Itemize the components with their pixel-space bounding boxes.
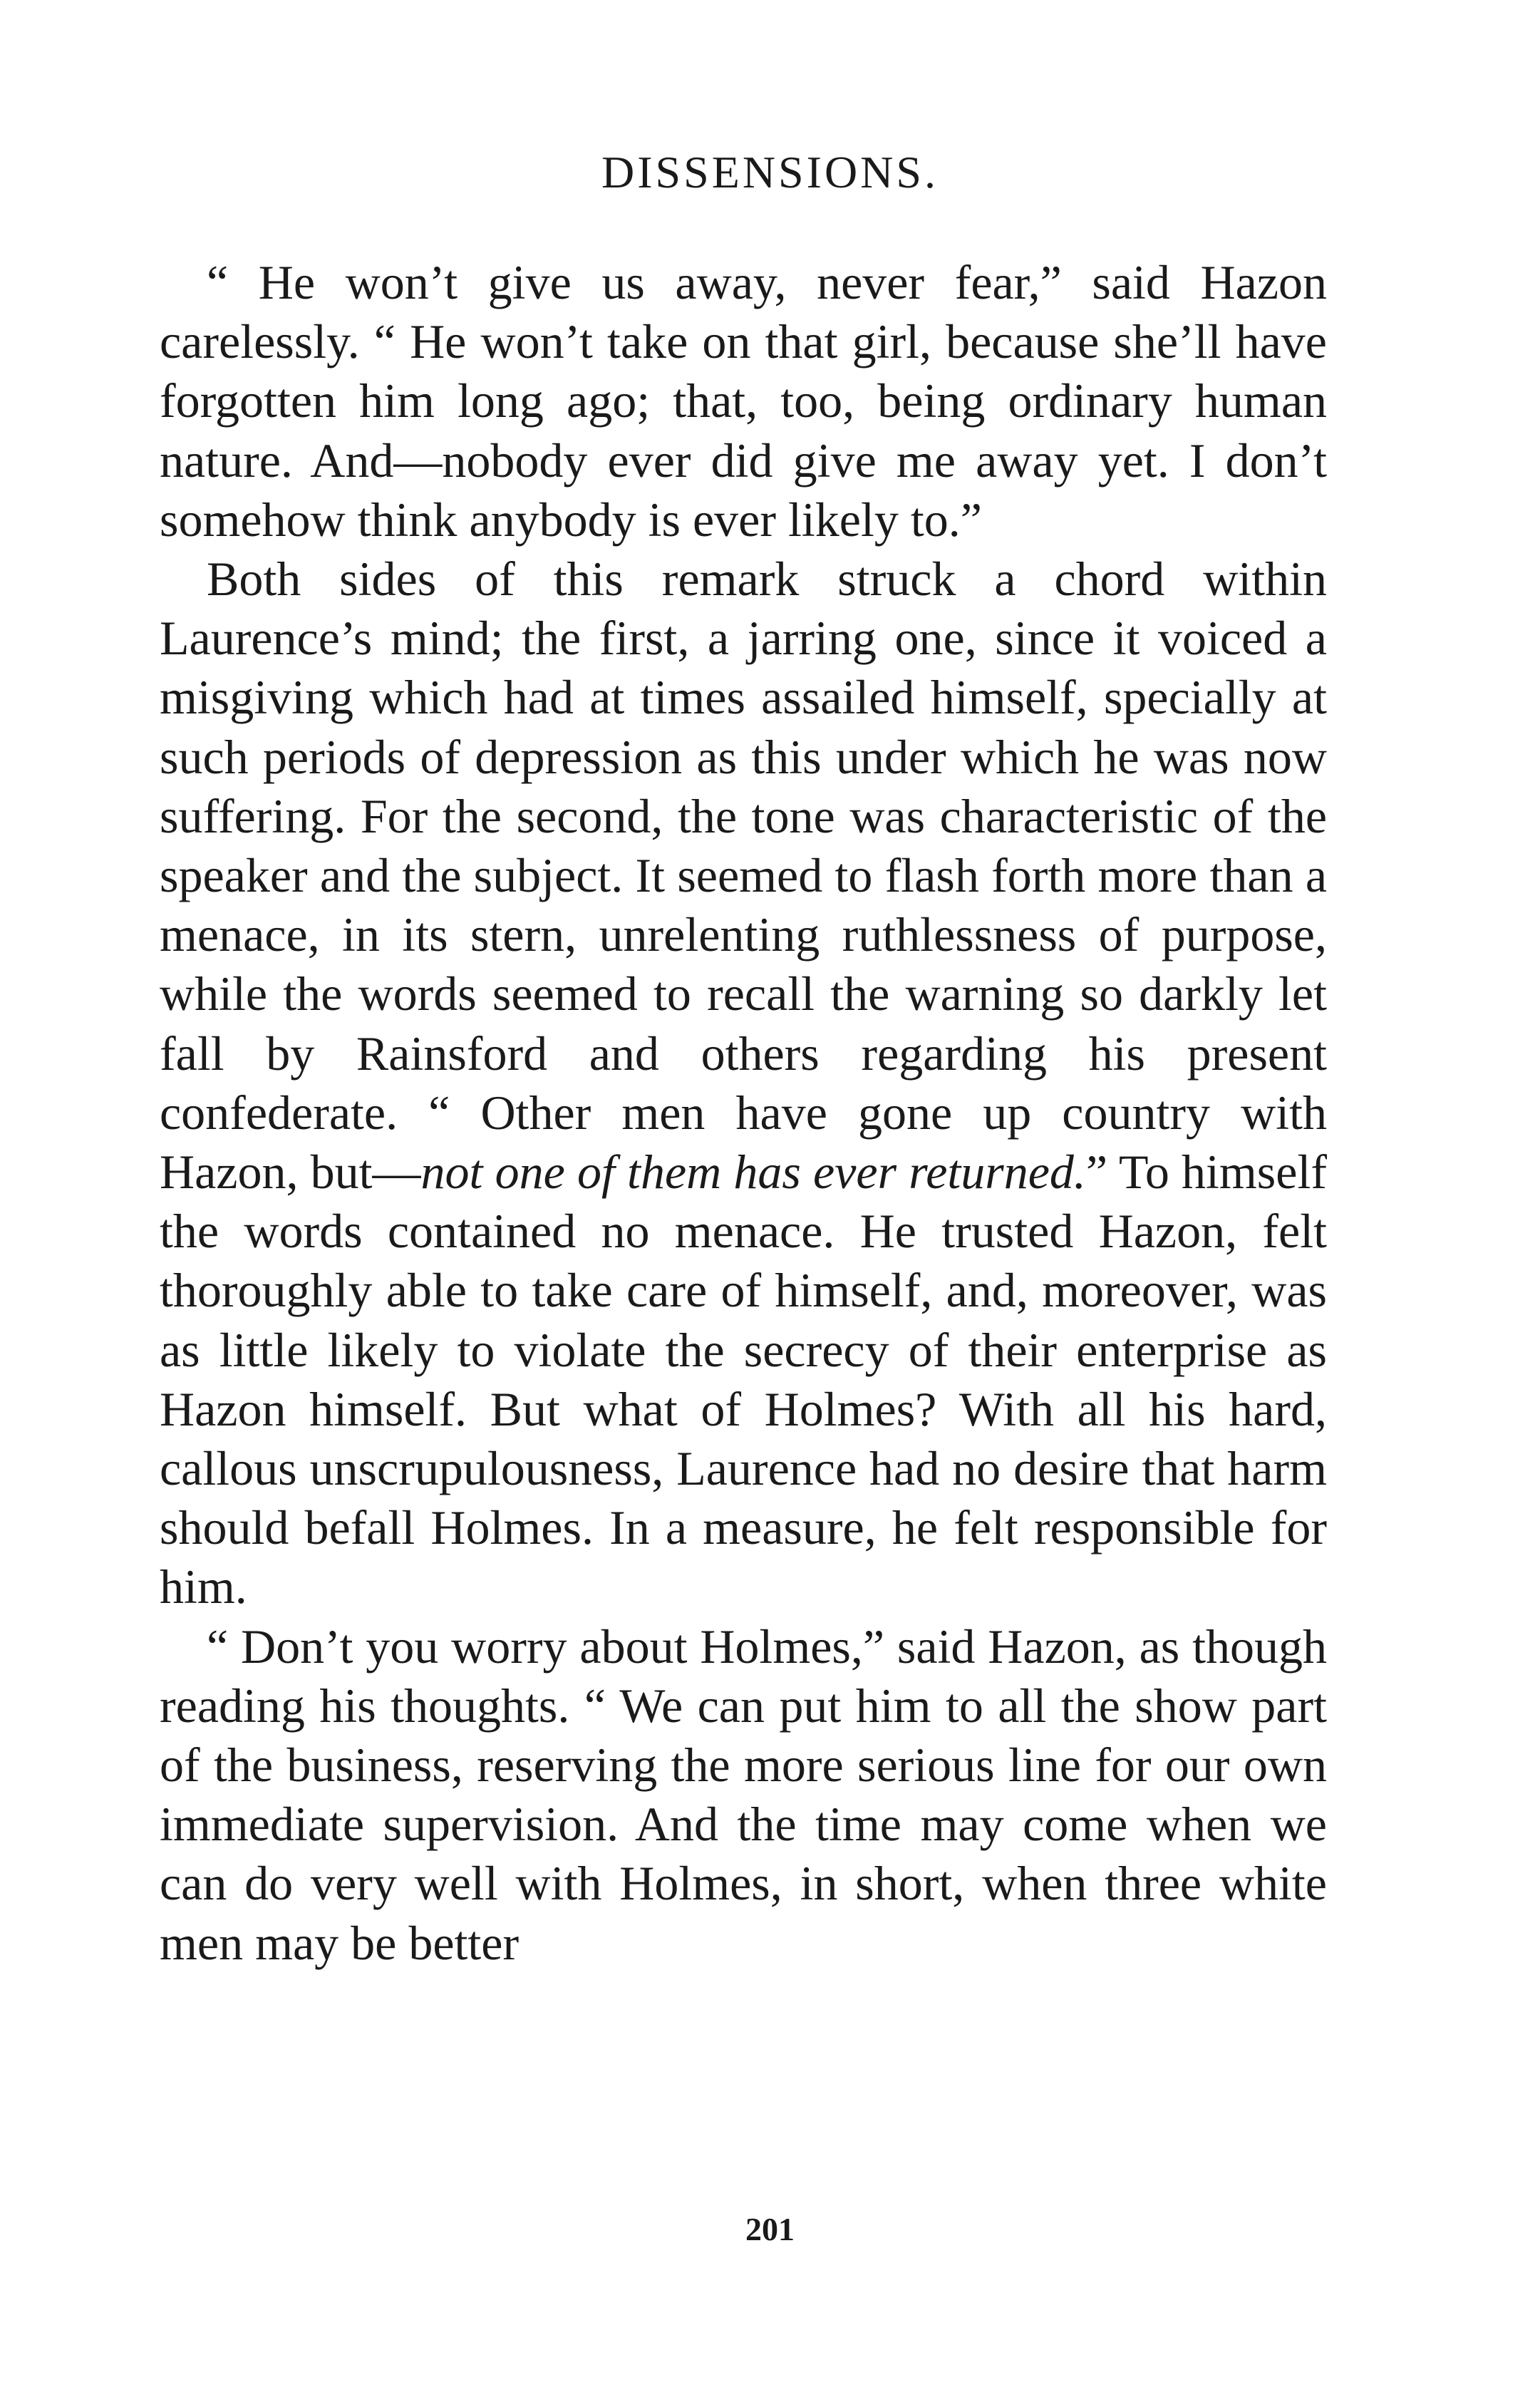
- paragraph-1-text: “ He won’t give us away, never fear,” said Hazon carelessly. “ He won’t take on that girl, because she’ll have forgotten him long ago; that, too, being ordinary human nature. And—nobody ever did give me away yet. I don’t somehow think anybody is ever likely to.”: [160, 255, 1327, 547]
- running-head: DISSENSIONS.: [601, 147, 939, 197]
- paragraph-2-text-b: ” To himself the words contained no menace. He trusted Hazon, felt thoroughly able to take care of himself, and, moreover, was as little likely to violate the secrecy of their enterprise as Hazon himself. But what of Holmes? With all his hard, callous unscrupulousness, Laurence had no desire that harm should befall Holmes. In a measure, he felt responsible for him.: [160, 1145, 1327, 1614]
- body-text: [160, 253, 1327, 1973]
- paragraph-2: [160, 550, 1327, 1617]
- paragraph-3-text: “ Don’t you worry about Holmes,” said Hazon, as though reading his thoughts. “ We can put him to all the show part of the business, reserving the more serious line for our own immediate supervision. And the time may come when we can do very well with Holmes, in short, when three white men may be better: [160, 1619, 1327, 1970]
- paragraph-1: [160, 253, 1327, 550]
- paragraph-2-italic-phrase: not one of them has ever returned.: [420, 1145, 1086, 1200]
- paragraph-2-text-a: Both sides of this remark struck a chord within Laurence’s mind; the first, a jarring one, since it voiced a misgiving which had at times assailed himself, specially at such periods of depression as this under which he was now suffering. For the second, the tone was characteristic of the speaker and the subject. It seemed to flash forth more than a menace, in its stern, unrelenting ruthlessness of purpose, while the words seemed to recall the warning so darkly let fall by Rainsford and others regarding his present confederate. “ Other men have gone up country with Hazon, but—: [160, 552, 1327, 1200]
- page-number: 201: [745, 2211, 795, 2247]
- paragraph-3: [160, 1617, 1327, 1973]
